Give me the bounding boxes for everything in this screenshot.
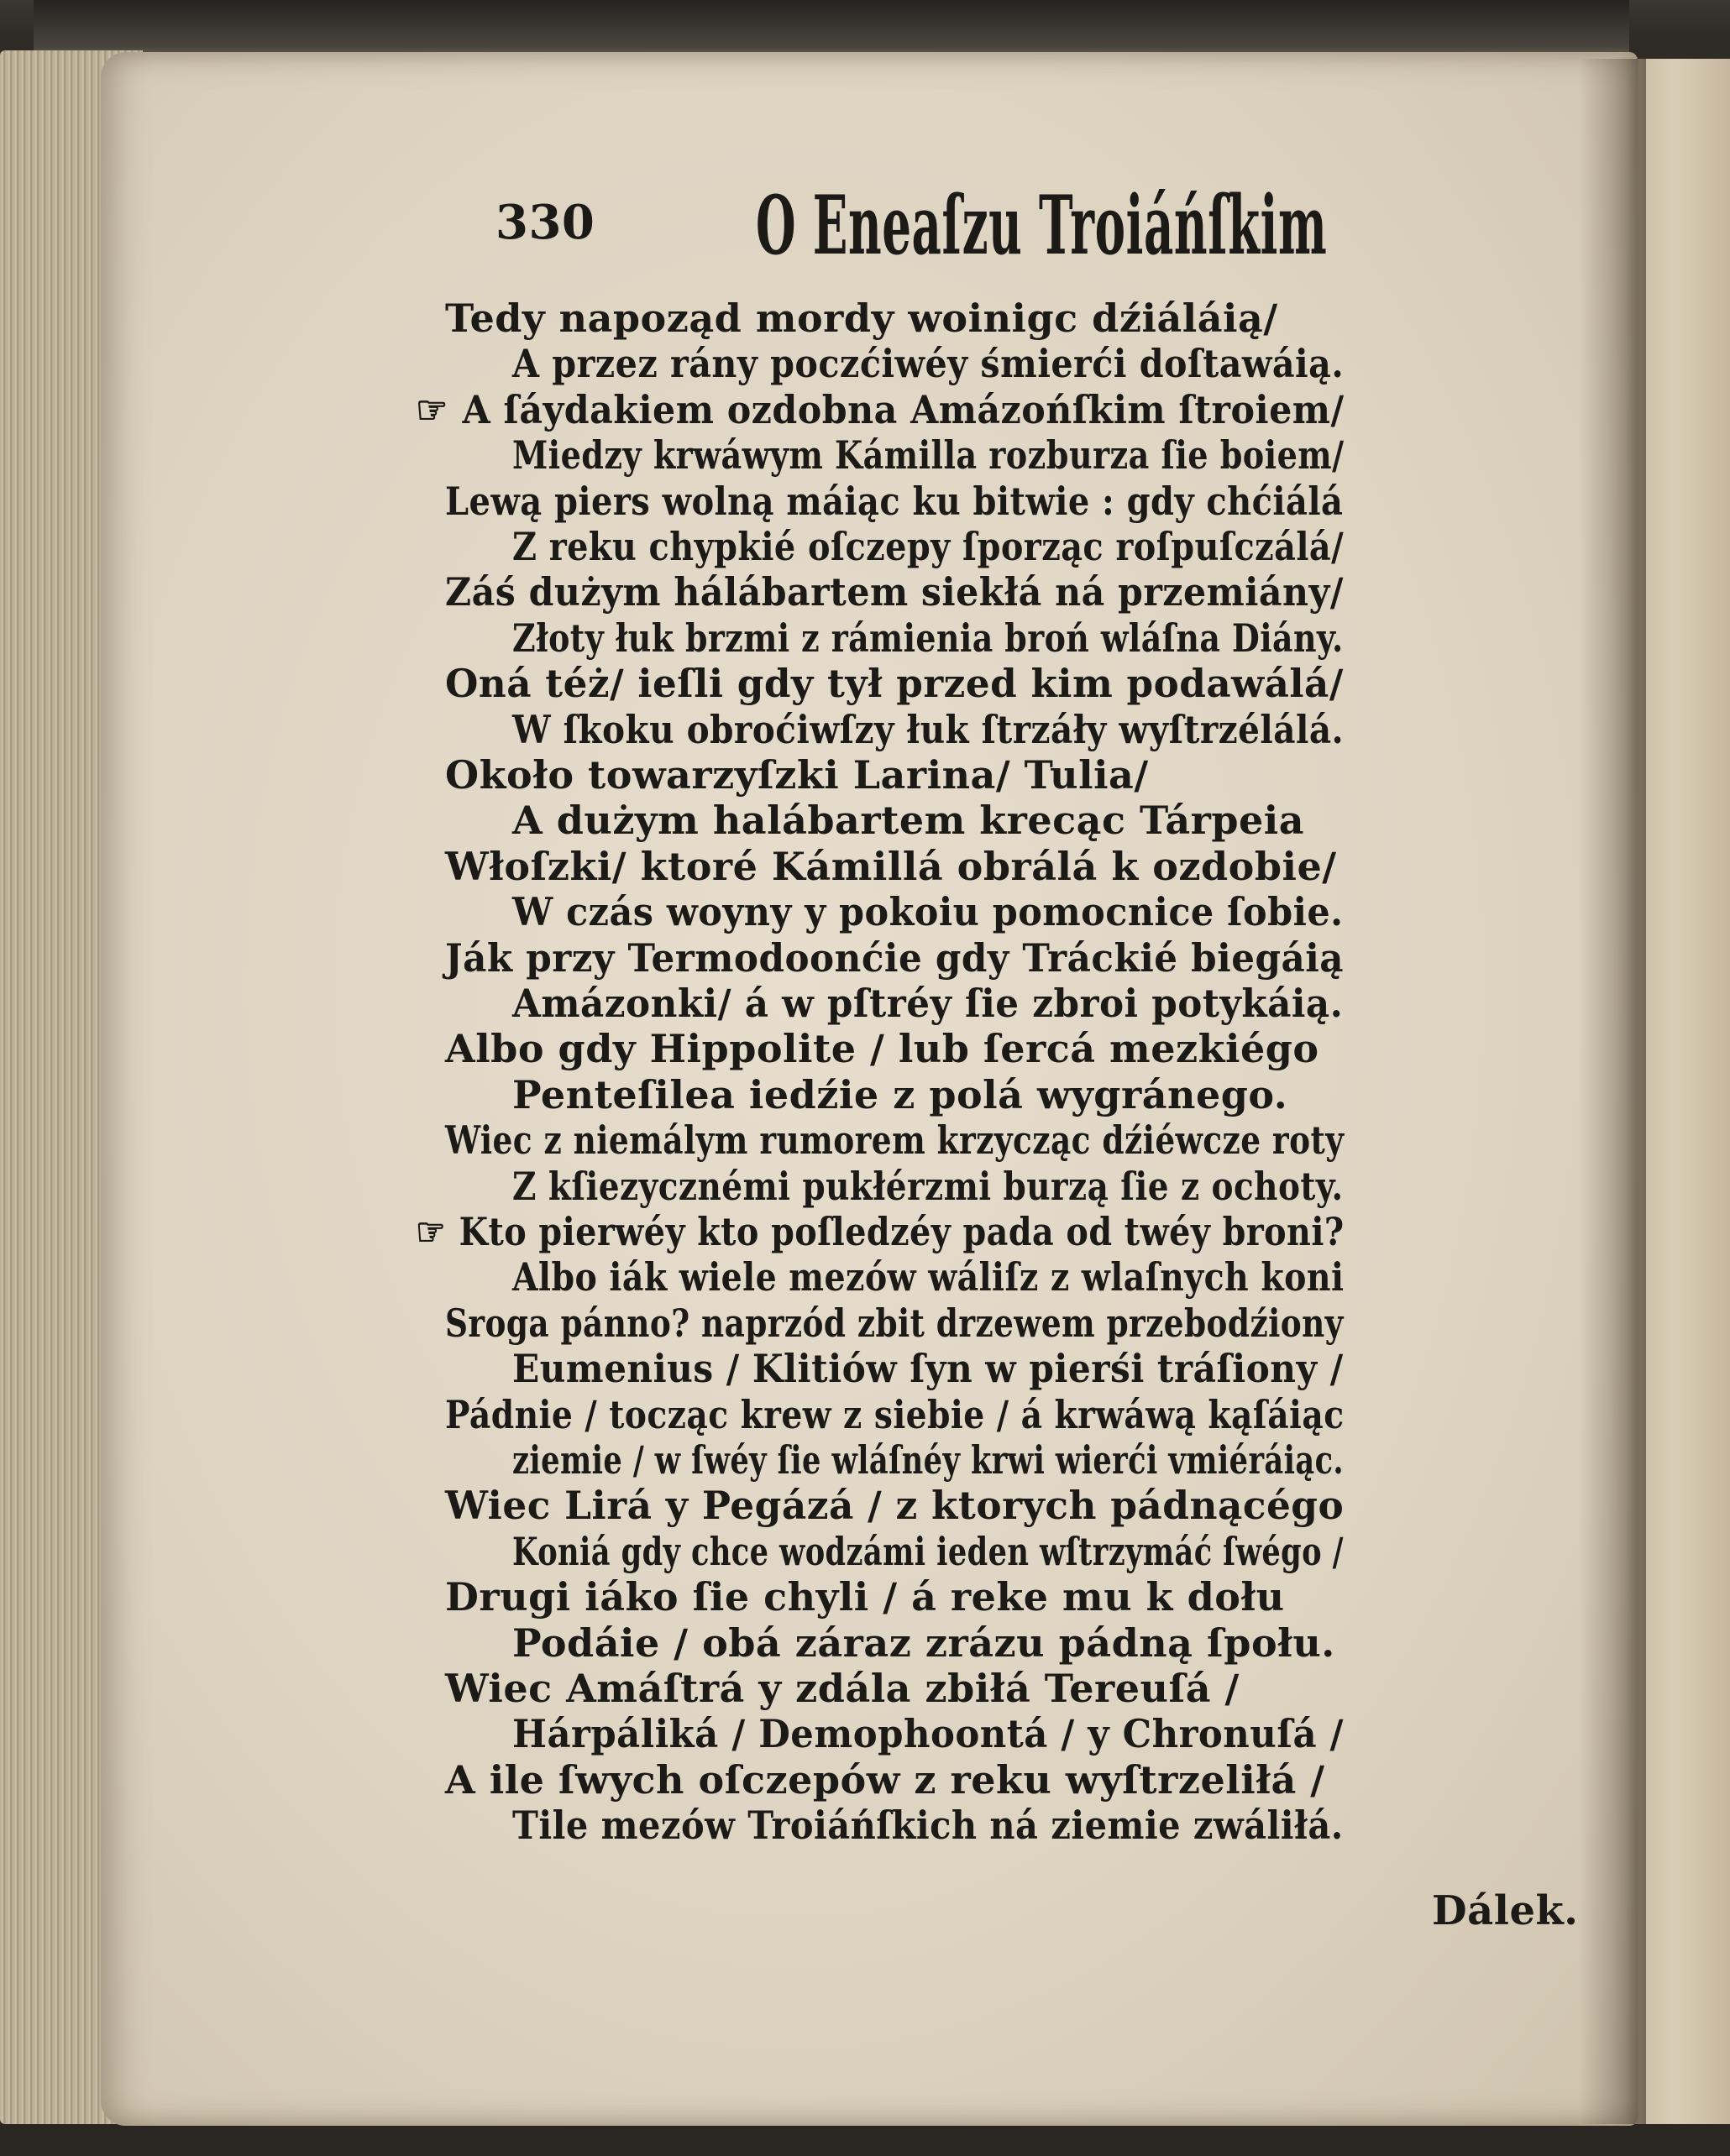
- text-line-content: Eumenius / Klitiów ſyn w pierśi tráſiony /: [512, 1346, 1344, 1392]
- text-line-content: Około towarzyſzki Larina/ Tulia/: [445, 752, 1149, 798]
- text-line: [512, 432, 1344, 478]
- text-line: [445, 569, 1344, 615]
- catchword: Dálek.: [1432, 1887, 1579, 1934]
- text-line-content: Z kſiezycznémi pukłérzmi burzą ſie z ochoty.: [512, 1163, 1344, 1209]
- text-line: [512, 1803, 1344, 1848]
- text-line-content: Oná téż/ ieſli gdy tył przed kim podawálá/: [445, 661, 1344, 707]
- text-line: [445, 1483, 1344, 1528]
- text-line-content: Drugi iáko ſie chyli / á reke mu k dołu: [445, 1574, 1285, 1620]
- text-line-content: Penteſilea iedźie z polá wygránego.: [512, 1071, 1288, 1117]
- text-line: [512, 1346, 1344, 1391]
- text-line: [512, 981, 1343, 1026]
- text-line-content: Albo gdy Hippolite / lub ſercá mezkiégo: [445, 1026, 1319, 1072]
- text-line: [416, 387, 1345, 432]
- text-line-content: Amázonki/ á w pſtréy ſie zbroi potykáią.: [512, 981, 1344, 1026]
- text-line-content: Tile mezów Troiáńſkich ná ziemie zwáliłá.: [512, 1803, 1344, 1849]
- text-line: [445, 1392, 1345, 1437]
- pointing-hand-icon: ☞: [416, 1209, 447, 1254]
- text-line: [512, 524, 1344, 569]
- text-line: [445, 1117, 1344, 1163]
- text-line: [445, 1574, 1285, 1620]
- text-line: [445, 661, 1344, 706]
- text-line-content: Lewą piers wolną máiąc ku bitwie : gdy chćiálá: [445, 478, 1344, 524]
- text-line-content: Wiec Amáſtrá y zdála zbiłá Tereuſá /: [445, 1666, 1240, 1711]
- text-line-content: Kto pierwéy kto poſledzéy pada od twéy broni?: [459, 1209, 1345, 1254]
- text-line: [416, 1209, 1345, 1254]
- text-line: [512, 341, 1344, 386]
- text-line: [512, 707, 1344, 752]
- page-title: O Eneaſzu Troiáńſkim: [756, 178, 1328, 273]
- text-line: [512, 1254, 1344, 1300]
- text-line-content: Hárpáliká / Demophoontá / y Chronuſá /: [512, 1711, 1344, 1757]
- text-line: [445, 752, 1149, 798]
- text-line-content: Albo iák wiele mezów wáliſz z wlaſnych koni: [512, 1254, 1345, 1300]
- page-number: 330: [495, 195, 595, 250]
- page: [101, 52, 1638, 2126]
- text-line-content: Podáie / obá záraz zrázu pádną ſpołu.: [512, 1620, 1335, 1666]
- text-line-content: Pádnie / tocząc krew z siebie / á krwáwą kąſáiąc: [445, 1391, 1345, 1437]
- text-line-content: A przez rány poczćiwéy śmierći doſtawáią.: [512, 341, 1345, 387]
- text-line: [445, 1026, 1319, 1071]
- text-line: [512, 1529, 1344, 1574]
- text-line-content: Złoty łuk brzmi z rámienia broń wláſna Diány.: [512, 615, 1344, 661]
- text-line-content: Ják przy Termodoonćie gdy Tráckié biegáią: [445, 934, 1345, 981]
- text-line-content: Sroga pánno? naprzód zbit drzewem przebodźiony: [445, 1300, 1344, 1346]
- text-line-content: Wiec Lirá y Pegázá / z ktorych pádnącégo: [445, 1483, 1345, 1529]
- text-line: [512, 1437, 1344, 1483]
- text-line: [445, 1300, 1344, 1346]
- text-line: [445, 935, 1344, 981]
- text-line: [512, 615, 1344, 661]
- text-line-content: A dużym halábartem krecąc Tárpeia: [512, 798, 1305, 844]
- text-line: [445, 296, 1278, 341]
- text-line: [512, 1711, 1344, 1756]
- text-line-content: Tedy napoząd mordy woinigc dźiáláią/: [445, 296, 1278, 341]
- text-line: [512, 889, 1344, 934]
- pointing-hand-icon: ☞: [416, 386, 448, 432]
- text-line-content: W czás woyny y pokoiu pomocnice ſobie.: [512, 889, 1344, 935]
- gutter-shadow: [1579, 59, 1646, 2124]
- text-line-content: A ile ſwych oſczepów z reku wyſtrzeliłá /: [445, 1756, 1325, 1803]
- text-line-content: Z reku chypkié oſczepy ſporząc roſpuſczálá/: [512, 524, 1345, 569]
- text-line: [512, 1620, 1335, 1666]
- text-line-content: W ſkoku obroćiwſzy łuk ſtrzáły wyſtrzélálá.: [512, 706, 1345, 752]
- text-line-content: Koniá gdy chce wodzámi ieden wſtrzymáć ſwégo /: [512, 1528, 1344, 1574]
- text-line: [512, 1072, 1287, 1117]
- text-line-content: Záś dużym hálábartem siekłá ná przemiány/: [445, 569, 1344, 615]
- text-line: [445, 1666, 1240, 1711]
- text-line: [512, 1164, 1343, 1209]
- text-line-content: A ſáydakiem ozdobna Amázońſkim ſtroiem/: [462, 386, 1345, 432]
- text-line-content: Wiec z niemálym rumorem krzycząc dźiéwcze roty: [445, 1117, 1345, 1164]
- text-line: [445, 844, 1337, 889]
- text-line-content: Włoſzki/ ktoré Kámillá obrálá k ozdobie/: [445, 843, 1337, 889]
- text-line: [445, 1757, 1325, 1803]
- text-line: [512, 798, 1304, 843]
- text-line-content: Miedzy krwáwym Kámilla rozburza ſie boiem/: [512, 432, 1345, 479]
- text-line: [445, 479, 1343, 524]
- text-line-content: ziemie / w ſwéy ſie wláſnéy krwi wierći vmiéráiąc.: [512, 1437, 1345, 1483]
